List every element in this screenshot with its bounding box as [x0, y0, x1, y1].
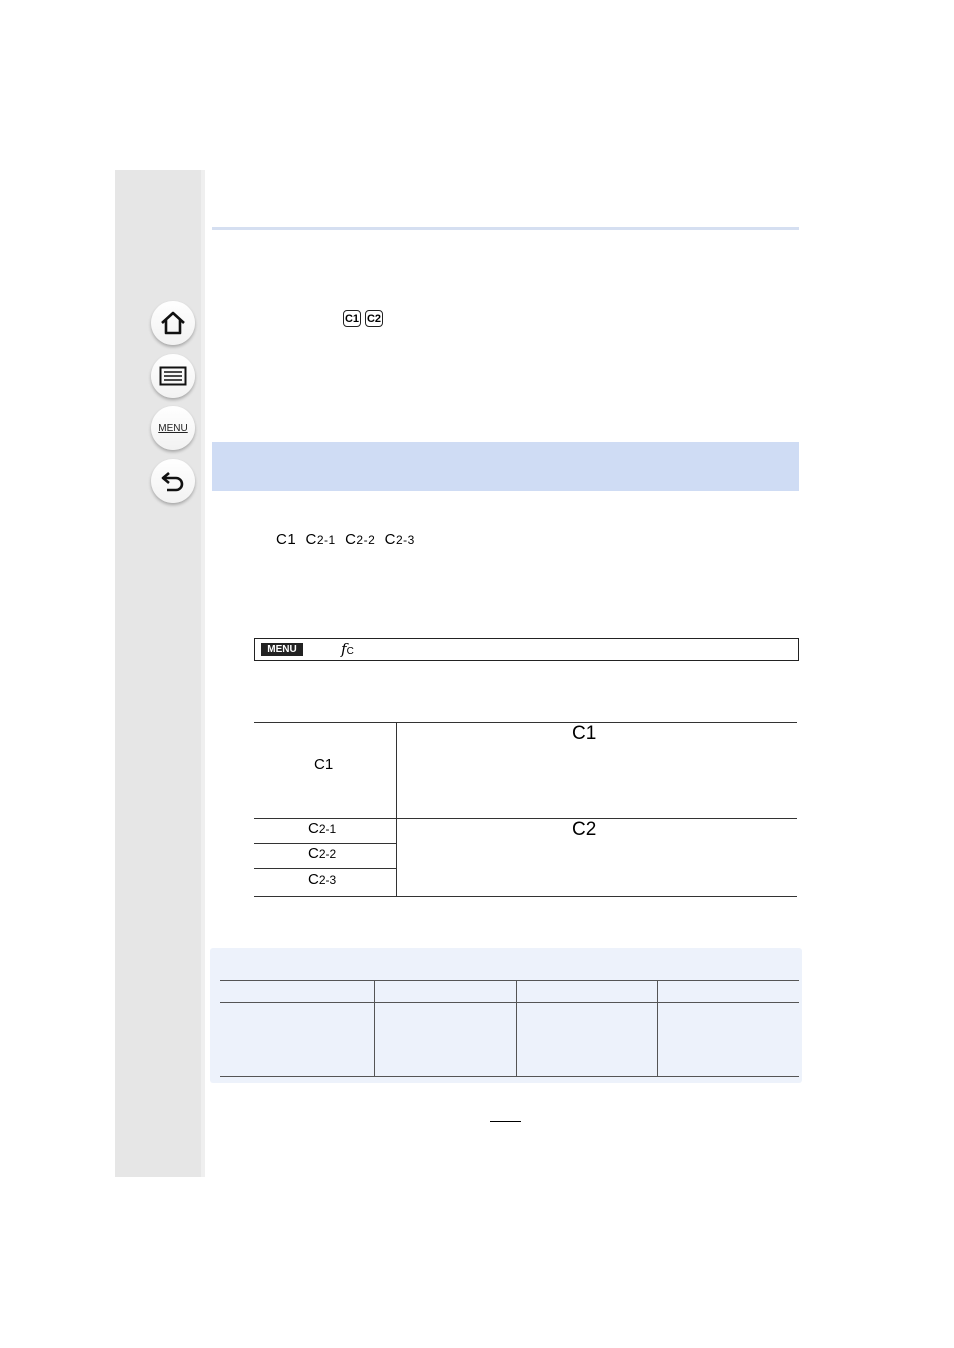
note-table-col-divider: [374, 980, 375, 1076]
row1-value: C1: [572, 723, 597, 744]
note-table-bottom-line: [220, 1076, 799, 1077]
menu-button[interactable]: [151, 406, 195, 450]
fc-f: f: [341, 640, 347, 658]
mode-c2-3-sub: 2-3: [395, 533, 415, 547]
mode-c2-3-base: C: [384, 531, 396, 548]
mode-c1: C1: [276, 531, 297, 548]
note-box: [210, 948, 802, 1083]
row4-label: [308, 871, 336, 888]
contents-button[interactable]: [151, 354, 195, 398]
custom-menu-icon: [341, 640, 354, 658]
row1-label: C1: [314, 756, 334, 773]
note-table-header-line: [220, 1002, 799, 1003]
c2-badge: C2: [365, 310, 383, 327]
mode-c2-2-sub: 2-2: [356, 533, 376, 547]
note-table-col-divider: [657, 980, 658, 1076]
custom-set-table: [254, 722, 797, 897]
home-button[interactable]: [151, 301, 195, 345]
title-rule: [212, 227, 799, 230]
table-row-line: [254, 868, 396, 869]
page-number-rule: [490, 1121, 521, 1122]
note-table-col-divider: [516, 980, 517, 1076]
back-icon: [160, 469, 186, 493]
c1-badge: C1: [343, 310, 361, 327]
row2-value: C2: [572, 819, 597, 840]
fc-c: C: [346, 646, 354, 657]
sidebar-edge: [201, 170, 205, 1177]
note-table-top-line: [220, 980, 799, 981]
row3-label-sub: 2-2: [318, 847, 337, 861]
mode-c2-1-base: C: [305, 531, 317, 548]
row3-label-base: C: [308, 845, 319, 862]
menu-path-bar: [254, 638, 799, 661]
row2-label-sub: 2-1: [318, 822, 337, 836]
row4-label-base: C: [308, 871, 319, 888]
table-bottom-line: [254, 896, 797, 897]
contents-icon: [159, 366, 187, 386]
home-icon: [160, 311, 186, 335]
row3-label: [308, 845, 336, 862]
menu-chip: MENU: [261, 643, 303, 656]
menu-label: MENU: [158, 422, 188, 434]
table-row-line: [254, 818, 797, 819]
table-top-line: [254, 722, 797, 723]
row2-label-base: C: [308, 820, 319, 837]
mode-c2-1-sub: 2-1: [316, 533, 336, 547]
row2-label: [308, 820, 336, 837]
row4-label-sub: 2-3: [318, 873, 337, 887]
section-header-band: [212, 442, 799, 491]
mode-c2-2-base: C: [345, 531, 357, 548]
table-col-divider: [396, 722, 397, 897]
table-row-line: [254, 843, 396, 844]
back-button[interactable]: [151, 459, 195, 503]
custom-mode-list: [276, 531, 415, 548]
